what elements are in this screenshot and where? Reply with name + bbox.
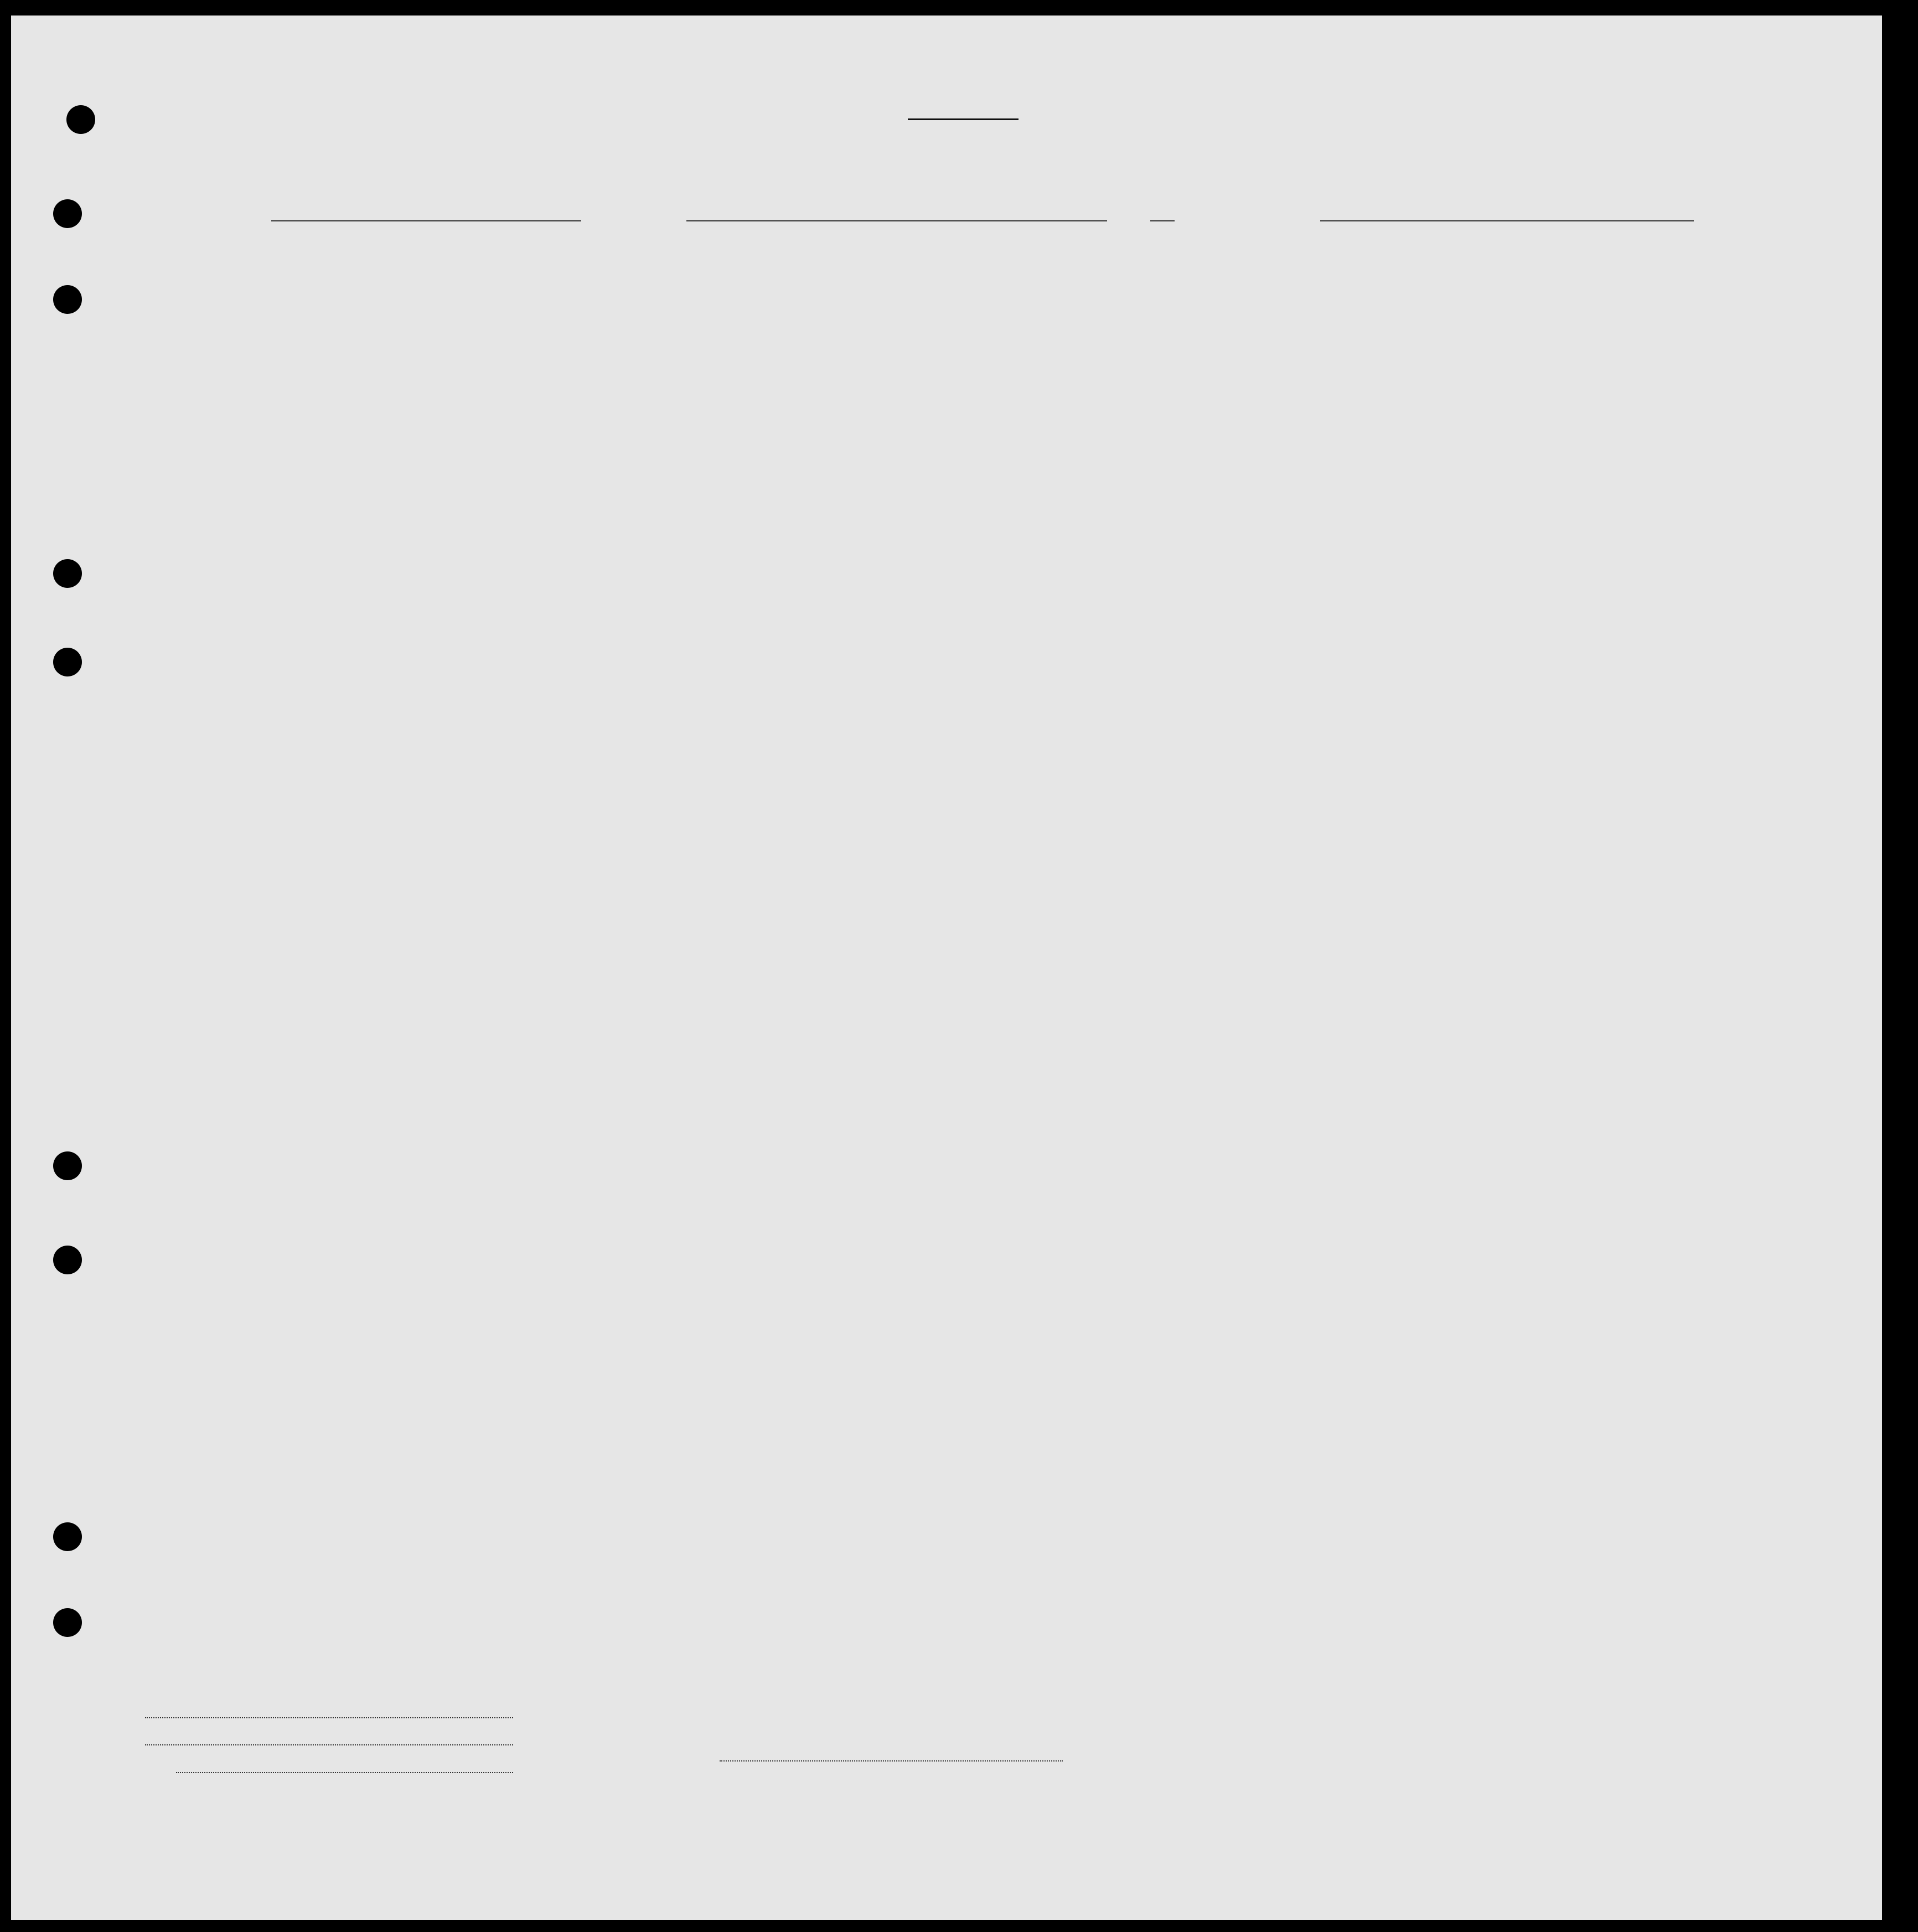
local-agents-field — [176, 1772, 513, 1773]
inspector-field — [720, 1760, 1063, 1761]
line-field — [145, 1717, 513, 1718]
owners-field — [145, 1744, 513, 1745]
